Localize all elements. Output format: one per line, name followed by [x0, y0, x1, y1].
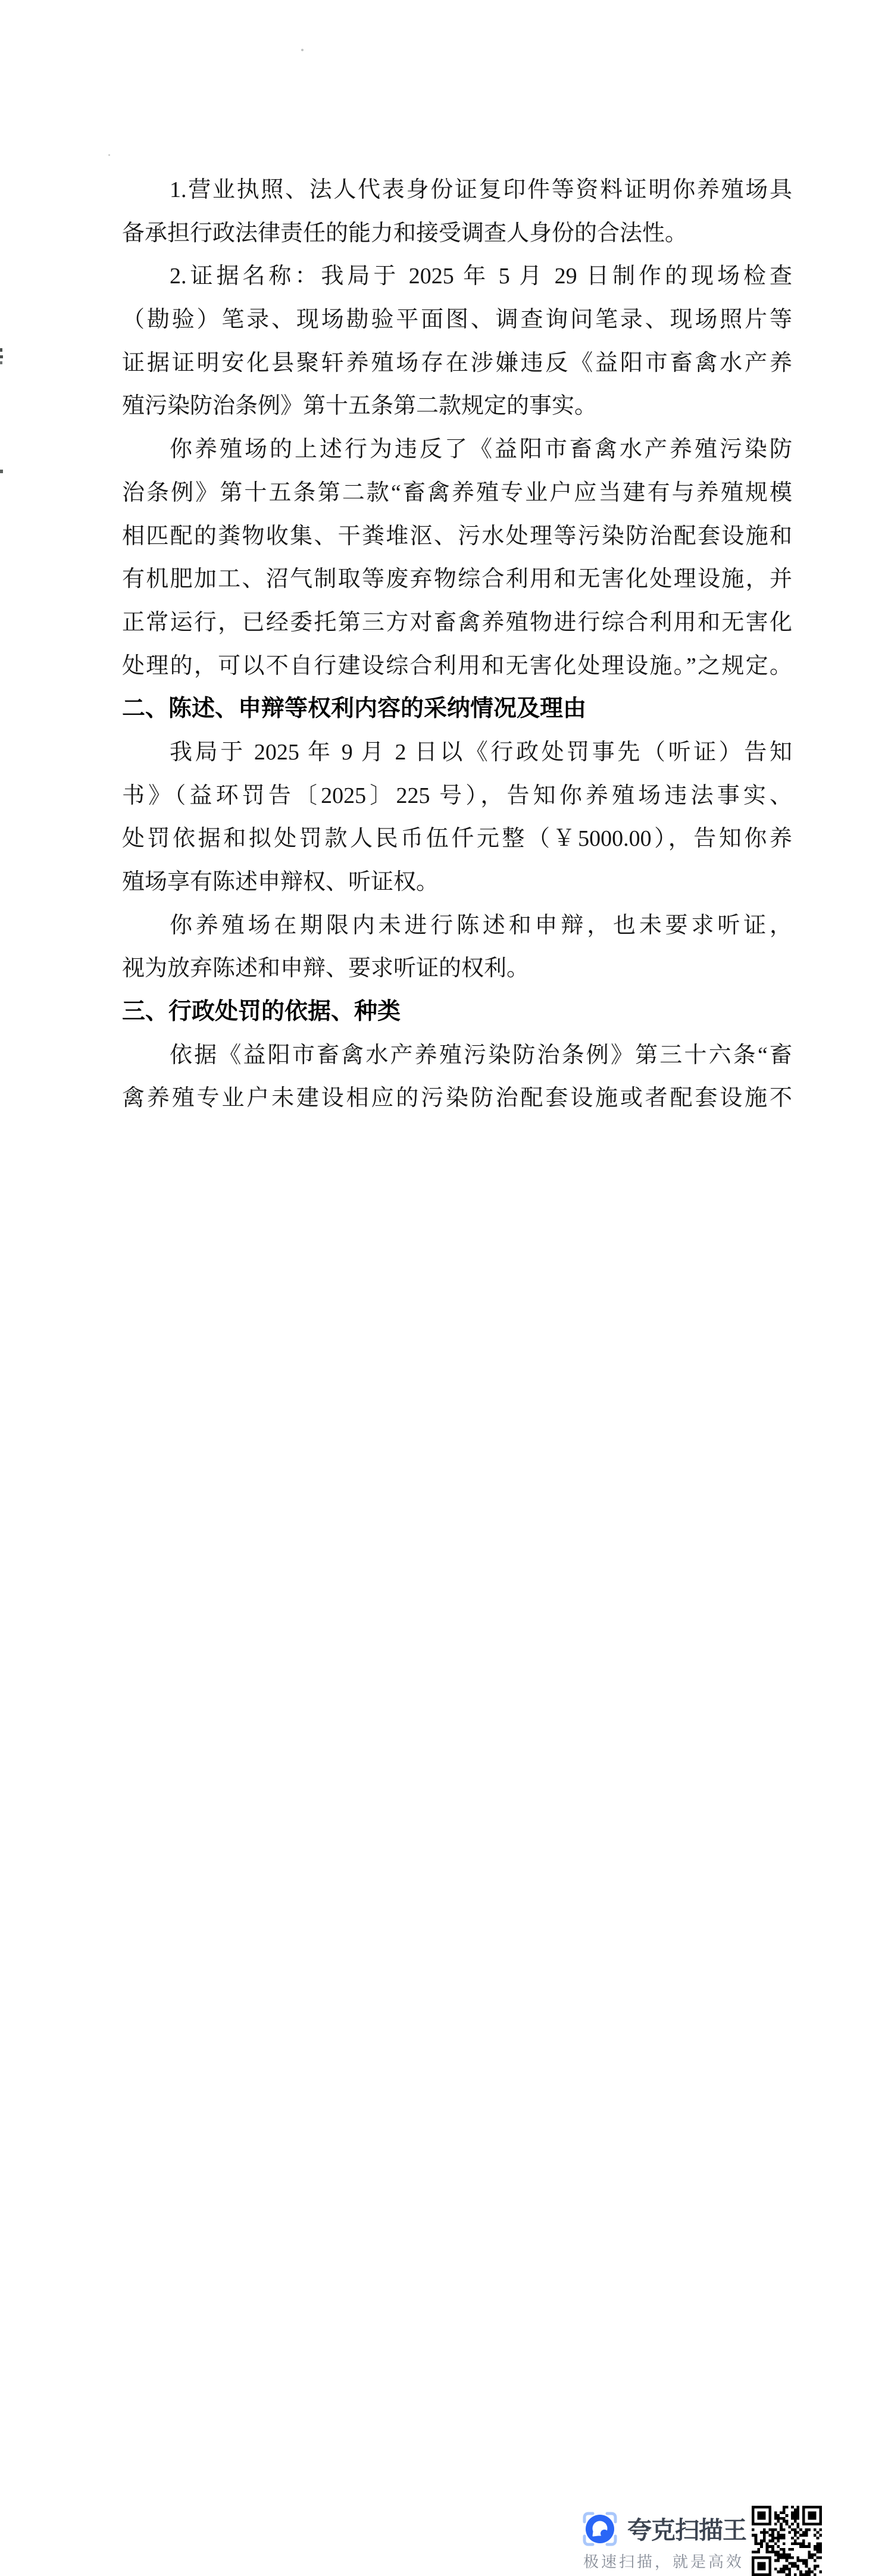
scan-app-watermark: [0, 1238, 885, 2571]
scan-artifact: [0, 355, 3, 358]
document-line: 书》（益环罚告〔2025〕225 号），告知你养殖场违法事实、: [122, 783, 792, 808]
document-line: 相匹配的粪物收集、干粪堆沤、污水处理等污染防治配套设施和: [122, 523, 792, 549]
scan-artifact: [0, 470, 3, 473]
document-line: 视为放弃陈述和申辩、要求听证的权利。: [122, 956, 530, 981]
document-line: 你养殖场在期限内未进行陈述和申辩，也未要求听证，: [170, 912, 792, 938]
document-line: 处理的，可以不自行建设综合利用和无害化处理设施。”之规定。: [122, 653, 792, 679]
scan-app-tagline: 极速扫描，就是高效: [583, 2553, 745, 2571]
document-line: 禽养殖专业户未建设相应的污染防治配套设施或者配套设施不: [122, 1086, 792, 1111]
scan-app-name: 夸克扫描王: [627, 2516, 746, 2544]
scan-artifact: [0, 348, 2, 352]
document-line: 1.营业执照、法人代表身份证复印件等资料证明你养殖场具: [170, 177, 792, 202]
document-line: 证据证明安化县聚轩养殖场存在涉嫌违反《益阳市畜禽水产养: [122, 350, 792, 376]
document-text: [122, 168, 792, 1120]
document-line: 治条例》第十五条第二款“畜禽养殖专业户应当建有与养殖规模: [122, 480, 792, 505]
document-line: 你养殖场的上述行为违反了《益阳市畜禽水产养殖污染防: [170, 437, 792, 462]
scan-artifact: [108, 154, 110, 156]
document-line: 处罚依据和拟处罚款人民币伍仟元整（￥5000.00），告知你养: [122, 826, 792, 852]
document-heading: 三、行政处罚的依据、种类: [122, 999, 401, 1025]
document-line: 殖污染防治条例》第十五条第二款规定的事实。: [122, 393, 598, 419]
scan-artifact: [301, 49, 304, 51]
quark-scan-logo-icon: [582, 2511, 618, 2547]
scan-artifact: [0, 361, 2, 364]
document-line: 2.证据名称：我局于 2025 年 5 月 29 日制作的现场检查: [170, 264, 792, 289]
document-line: 有机肥加工、沼气制取等废弃物综合利用和无害化处理设施，并: [122, 567, 792, 592]
document-line: 备承担行政法律责任的能力和接受调查人身份的合法性。: [122, 220, 688, 246]
qr-code: [752, 2506, 822, 2576]
document-line: 殖场享有陈述申辩权、听证权。: [122, 870, 439, 895]
document-line: 正常运行，已经委托第三方对畜禽养殖物进行综合利用和无害化: [122, 609, 792, 635]
document-line: 依据《益阳市畜禽水产养殖污染防治条例》第三十六条“畜: [170, 1042, 792, 1068]
document-heading: 二、陈述、申辩等权利内容的采纳情况及理由: [122, 696, 587, 722]
document-line: （勘验）笔录、现场勘验平面图、调查询问笔录、现场照片等: [122, 307, 792, 333]
document-line: 我局于 2025 年 9 月 2 日以《行政处罚事先（听证）告知: [170, 739, 792, 765]
